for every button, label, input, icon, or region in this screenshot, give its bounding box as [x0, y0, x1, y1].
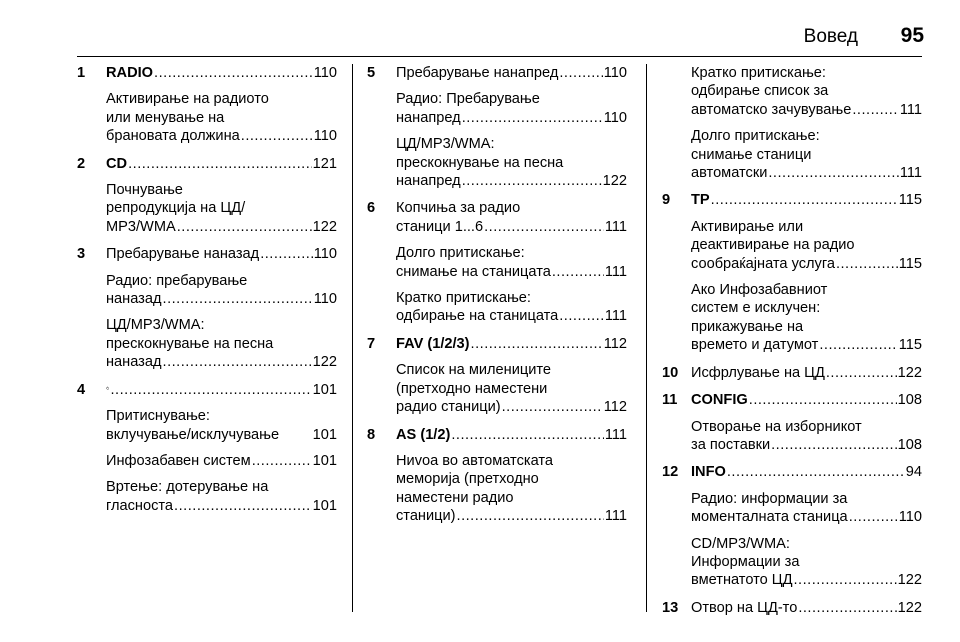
page-ref: 122 [602, 173, 627, 190]
entry-line [691, 436, 922, 454]
entry-number: 13 [662, 599, 679, 616]
page-ref: 122 [312, 354, 337, 371]
entry-line [691, 418, 922, 436]
entry-line [106, 90, 337, 108]
entry-line [691, 391, 922, 409]
entry-line [691, 508, 922, 526]
page-ref: 122 [897, 364, 922, 381]
sub-entry [691, 535, 922, 590]
leader-dots [711, 191, 898, 209]
entry-line [396, 218, 627, 236]
entry-line [396, 398, 627, 416]
entry-line [691, 535, 922, 553]
sub-entry [691, 127, 922, 182]
entry-number: 4 [77, 381, 86, 398]
sub-entry [691, 218, 922, 273]
entry-line [396, 172, 627, 190]
entry-text: снимање на станицата [396, 263, 551, 280]
entry-line [691, 218, 922, 236]
entry-line [106, 64, 337, 82]
page-ref: 94 [905, 464, 922, 481]
entry-line [106, 316, 337, 334]
leader-dots [559, 64, 602, 82]
entry-number: 2 [77, 155, 86, 172]
page-ref: 108 [897, 436, 922, 453]
entry-text: станици 1...6 [396, 218, 484, 235]
page-ref: 101 [312, 381, 337, 398]
leader-dots [768, 164, 898, 182]
index-entry [77, 64, 337, 146]
entry-text: радио станици) [396, 399, 501, 416]
entry-line [106, 155, 337, 173]
entry-text: Информации за [691, 553, 800, 570]
page-ref: 101 [312, 426, 337, 443]
entry-text: Радио: Пребарување [396, 91, 540, 108]
entry-line [106, 290, 337, 308]
entry-text: прескокнување на песна [396, 154, 564, 171]
entry-line [106, 426, 337, 444]
entry-number: 11 [662, 392, 678, 409]
leader-dots [154, 64, 313, 82]
sub-entry [691, 281, 922, 355]
entry-text: Исфрлување на ЦД [691, 364, 825, 381]
entry-text: Вртење: дотерување на [106, 479, 269, 496]
entry-text: брановата должина [106, 128, 240, 145]
entry-number: 7 [367, 335, 376, 352]
sub-entry [106, 181, 337, 236]
entry-line [106, 272, 337, 290]
index-entry [367, 64, 627, 190]
page-ref: 111 [604, 426, 627, 443]
power-icon [106, 382, 109, 394]
entry-number: 5 [367, 65, 376, 81]
entry-text: Ниvoа во автоматската [396, 452, 554, 469]
entry-number: 9 [662, 192, 671, 209]
leader-dots [484, 218, 604, 236]
entry-line [691, 299, 922, 317]
entry-text: Кратко притискање: [691, 65, 826, 81]
entry-line [691, 490, 922, 508]
index-entry [662, 364, 922, 382]
page-ref: 110 [313, 246, 337, 263]
sub-entry [106, 90, 337, 145]
entry-line [106, 127, 337, 145]
sub-entry [691, 64, 922, 119]
entry-text: (претходно наместени [396, 380, 548, 397]
section-title: Вовед [803, 26, 858, 47]
entry-line [106, 245, 337, 263]
leader-dots [163, 353, 312, 371]
page-ref: 122 [897, 572, 922, 589]
entry-line [396, 470, 627, 488]
leader-dots [462, 109, 603, 127]
index-entry [77, 155, 337, 237]
column-2 [367, 64, 627, 535]
entry-line [396, 426, 627, 444]
entry-text: гласноста [106, 497, 174, 514]
entry-text: вклучување/исклучување [106, 426, 280, 443]
leader-dots [849, 508, 898, 526]
page-ref: 121 [312, 155, 337, 172]
page-ref: 115 [898, 255, 922, 272]
page-ref: 122 [312, 218, 337, 235]
entry-text: Инфозабавен систем [106, 452, 251, 469]
entry-line [691, 146, 922, 164]
column-divider [646, 64, 647, 612]
leader-dots [502, 398, 603, 416]
sub-entry [106, 316, 337, 371]
leader-dots [771, 436, 897, 454]
index-entry [662, 463, 922, 589]
entry-line [691, 571, 922, 589]
entry-line [396, 90, 627, 108]
leader-dots [177, 218, 312, 236]
sub-entry [106, 272, 337, 309]
entry-line [106, 407, 337, 425]
entry-text: TP [691, 192, 710, 209]
page-ref: 111 [604, 218, 627, 235]
sub-entry [106, 478, 337, 515]
page-ref: 122 [897, 599, 922, 616]
page-ref: 111 [899, 101, 922, 118]
index-entry [367, 335, 627, 417]
entry-line [396, 199, 627, 217]
entry-line [396, 452, 627, 470]
page-number: 95 [900, 24, 924, 47]
entry-number: 8 [367, 426, 376, 443]
entry-line [396, 135, 627, 153]
index-entry [77, 245, 337, 371]
entry-text: AS (1/2) [396, 426, 451, 443]
entry-line [691, 281, 922, 299]
leader-dots [241, 127, 313, 145]
entry-text: ЦД/MP3/WMA: [396, 136, 495, 153]
sub-entry [396, 135, 627, 190]
entry-text: CD [106, 155, 128, 172]
leader-dots [260, 245, 313, 263]
entry-text: Радио: пребарување [106, 272, 248, 289]
entry-text: сообраќајната услуга [691, 255, 835, 272]
entry-line [396, 109, 627, 127]
entry-text: Ако Инфозабавниот [691, 282, 828, 299]
index-entry [662, 64, 922, 182]
page-ref: 112 [603, 399, 627, 416]
page-ref: 111 [604, 508, 627, 525]
entry-number: 6 [367, 200, 376, 217]
entry-text: одбирање на станицата [396, 308, 559, 325]
entry-line [691, 364, 922, 382]
entry-line [691, 599, 922, 617]
leader-dots [457, 507, 604, 525]
entry-line [691, 463, 922, 481]
entry-text: Кратко притискање: [396, 290, 531, 307]
entry-line [691, 82, 922, 100]
sub-entry [396, 361, 627, 416]
entry-line [396, 335, 627, 353]
entry-text: одбирање список за [691, 83, 829, 100]
entry-text: автоматско зачувување [691, 101, 852, 118]
page-ref: 115 [898, 337, 922, 354]
column-divider [352, 64, 353, 612]
entry-text: ЦД/MP3/WMA: [106, 317, 205, 334]
index-entry [662, 599, 922, 617]
entry-line [396, 307, 627, 325]
leader-dots [793, 571, 896, 589]
entry-line [691, 553, 922, 571]
entry-text: Активирање на радиото [106, 91, 269, 108]
sub-entry [396, 452, 627, 526]
page-ref: 110 [313, 65, 337, 81]
leader-dots [727, 463, 905, 481]
entry-line [106, 181, 337, 199]
entry-text: за поставки [691, 436, 771, 453]
page-ref: 111 [604, 308, 627, 325]
index-entry [662, 391, 922, 454]
entry-text: Долго притискање: [396, 245, 525, 262]
leader-dots [552, 263, 604, 281]
entry-text: Долго притискање: [691, 128, 820, 145]
entry-line [396, 154, 627, 172]
entry-text: Пребарување нанапред [396, 65, 559, 81]
entry-line [396, 380, 627, 398]
page-ref: 108 [897, 392, 922, 409]
entry-text: Копчиња за радио [396, 200, 521, 217]
entry-text: Отвор на ЦД-то [691, 599, 798, 616]
entry-text: наназад [106, 291, 162, 308]
entry-text: MP3/WMA [106, 218, 176, 235]
page-ref: 110 [313, 128, 337, 145]
entry-line [396, 507, 627, 525]
entry-number: 3 [77, 246, 86, 263]
leader-dots [798, 599, 896, 617]
entry-line [106, 335, 337, 353]
leader-dots [163, 290, 313, 308]
page-ref: 110 [603, 65, 627, 81]
header-rule [77, 56, 922, 57]
leader-dots [451, 426, 603, 444]
entry-text: CD/MP3/WMA: [691, 535, 790, 552]
entry-line [106, 478, 337, 496]
page-ref: 111 [899, 165, 922, 182]
leader-dots [826, 364, 897, 382]
leader-dots [110, 381, 311, 399]
sub-entry [396, 289, 627, 326]
entry-text: Почнување [106, 182, 183, 199]
sub-entry [396, 90, 627, 127]
entry-text: меморија (претходно [396, 471, 539, 488]
leader-dots [462, 172, 602, 190]
sub-entry [106, 407, 337, 444]
entry-line [396, 64, 627, 82]
entry-line [106, 199, 337, 217]
page-ref: 115 [898, 192, 922, 209]
entry-line [691, 336, 922, 354]
entry-line [691, 318, 922, 336]
page-header [0, 0, 960, 60]
entry-line [396, 489, 627, 507]
entry-line [691, 164, 922, 182]
index-entry [662, 191, 922, 354]
entry-line [691, 127, 922, 145]
entry-text: INFO [691, 464, 726, 481]
entry-text: репродукција на ЦД/ [106, 200, 246, 217]
entry-line [396, 361, 627, 379]
entry-text: прикажување на [691, 318, 804, 335]
leader-dots [174, 497, 312, 515]
entry-text: прескокнување на песна [106, 335, 274, 352]
column-3 [662, 64, 922, 626]
entry-text: времето и датумот [691, 337, 819, 354]
entry-text: RADIO [106, 65, 154, 81]
entry-text: Отворање на изборникот [691, 418, 862, 435]
entry-line [106, 452, 337, 470]
leader-dots [852, 101, 898, 119]
entry-line [396, 244, 627, 262]
entry-text: или менување на [106, 109, 225, 126]
leader-dots [836, 255, 898, 273]
entry-number: 12 [662, 464, 679, 481]
entry-text: моменталната станица [691, 509, 848, 526]
sub-entry [396, 244, 627, 281]
page-ref: 112 [603, 335, 627, 352]
entry-text: Пребарување наназад [106, 246, 260, 263]
leader-dots [749, 391, 897, 409]
entry-line [106, 497, 337, 515]
entry-line [691, 101, 922, 119]
entry-line [106, 109, 337, 127]
page-ref: 110 [603, 109, 627, 126]
entry-text: деактивирање на радио [691, 237, 855, 254]
column-1 [77, 64, 337, 524]
sub-entry [691, 418, 922, 455]
sub-entry [691, 490, 922, 527]
entry-text: автоматски [691, 165, 768, 182]
entry-text: Радио: информации за [691, 490, 848, 507]
entry-text: наназад [106, 354, 162, 371]
entry-line [691, 191, 922, 209]
sub-entry [106, 452, 337, 470]
index-entry [77, 381, 337, 515]
entry-line [396, 289, 627, 307]
entry-text: CONFIG [691, 392, 748, 409]
entry-text: FAV (1/2/3) [396, 335, 470, 352]
index-entry [367, 426, 627, 526]
leader-dots [819, 336, 897, 354]
index-entry [367, 199, 627, 325]
page-ref: 110 [898, 509, 922, 526]
entry-line [106, 353, 337, 371]
entry-text: нанапред [396, 109, 461, 126]
entry-text: систем е исклучен: [691, 300, 821, 317]
entry-text: Список на милениците [396, 362, 552, 379]
leader-dots [128, 155, 312, 173]
entry-text: нанапред [396, 173, 461, 190]
leader-dots [559, 307, 604, 325]
entry-number: 10 [662, 364, 679, 381]
page-ref: 101 [312, 452, 337, 469]
entry-number: 1 [77, 65, 86, 81]
entry-line [106, 218, 337, 236]
leader-dots [252, 452, 312, 470]
entry-line [396, 263, 627, 281]
page-ref: 101 [312, 497, 337, 514]
entry-text: наместени радио [396, 489, 514, 506]
entry-text: снимање станици [691, 146, 812, 163]
entry-text: вметнатото ЦД [691, 572, 793, 589]
entry-text: Активирање или [691, 218, 804, 235]
entry-line [691, 64, 922, 82]
page-ref: 110 [313, 291, 337, 308]
entry-text: Притиснување: [106, 408, 210, 425]
leader-dots [471, 335, 603, 353]
entry-text: станици) [396, 508, 456, 525]
entry-line [691, 236, 922, 254]
entry-line [691, 255, 922, 273]
page-ref: 111 [604, 263, 627, 280]
entry-line [106, 381, 337, 399]
